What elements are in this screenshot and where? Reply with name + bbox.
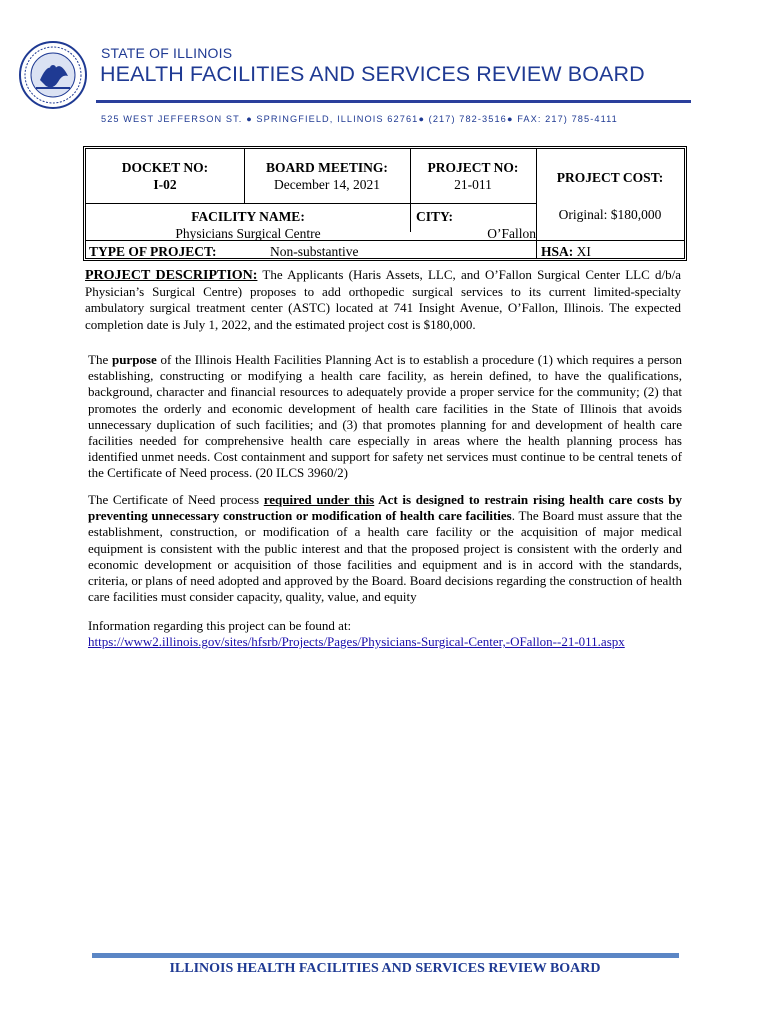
purpose-paragraph: The purpose of the Illinois Health Facilities Planning Act is to establish a procedure (1) which requires a person establishing, constructing or modifying a health care facility, as herein defined, to have the qualifications, background, character and financial resources to adequately provide a proper service for the community; (2) that promotes the orderly and economic development of health care facilities in the State of Illinois that avoids unnecessary duplication of such facilities; and (3) that promotes planning for and development of health care facilities needed for comprehensive health care especially in areas where the health planning process has identified unmet needs. Cost containment and support for safety net services must continue to be central tenets of the Certificate of Need process. (20 ILCS 3960/2) <box>88 352 682 481</box>
city-value: O’Fallon <box>487 226 536 241</box>
description-heading: PROJECT DESCRIPTION: <box>85 268 258 283</box>
footer-title: ILLINOIS HEALTH FACILITIES AND SERVICES REVIEW BOARD <box>169 961 601 976</box>
table-divider <box>86 203 536 204</box>
project-description: PROJECT DESCRIPTION: The Applicants (Haris Assets, LLC, and O’Fallon Surgical Center LLC d/b/a Physician’s Surgical Centre) proposes to add orthopedic surgical services to its current limited-specialty ambulatory surgical treatment center (ASTC) located at 741 Insight Avenue, O’Fallon, Illinois. The expected completion date is July 1, 2022, and the estimated project cost is $180,000. <box>85 267 681 332</box>
info-paragraph: Information regarding this project can be found at: https://www2.illinois.gov/sites/hfsrb/Projects/Pages/Physicians-Surgical-Center,-OFallon--21-011.aspx <box>88 618 625 650</box>
facility-label: FACILITY NAME: <box>191 209 305 224</box>
meeting-label: BOARD MEETING: <box>266 160 388 175</box>
docket-value: I-02 <box>153 177 177 192</box>
docket-label: DOCKET NO: <box>121 160 209 175</box>
project-no-label: PROJECT NO: <box>427 160 519 175</box>
project-info-table <box>83 146 687 261</box>
type-label: TYPE OF PROJECT: <box>89 244 217 259</box>
city-label: CITY: <box>416 209 454 224</box>
state-name: STATE OF ILLINOIS <box>101 45 233 61</box>
project-cost-label: PROJECT COST: <box>556 170 664 185</box>
project-link[interactable]: https://www2.illinois.gov/sites/hfsrb/Projects/Pages/Physicians-Surgical-Center,-OFallon--21-011.aspx <box>88 634 625 650</box>
project-no-value: 21-011 <box>454 177 492 192</box>
state-seal-icon <box>18 40 88 110</box>
con-paragraph: The Certificate of Need process required under this Act is designed to restrain rising health care costs by preventing unnecessary construction or modification of health care facilities. The Board must assure that the establishment, construction, or modification of a health care facility or the acquisition of major medical equipment is consistent with the public interest and that the proposed project is consistent with the orderly and economic development or acquisition of those facilities and equipment and is in accord with the standards, criteria, or plans of need adopted and approved by the Board. Board decisions regarding the construction of health care facilities must consider capacity, quality, value, and equity <box>88 492 683 605</box>
type-value: Non-substantive <box>270 244 359 259</box>
footer-divider <box>92 953 679 958</box>
meeting-date: December 14, 2021 <box>273 177 381 192</box>
board-address: 525 WEST JEFFERSON ST. ● SPRINGFIELD, ILLINOIS 62761● (217) 782-3516● FAX: 217) 785-4111 <box>101 114 618 124</box>
board-title: HEALTH FACILITIES AND SERVICES REVIEW BOARD <box>100 62 645 86</box>
header-divider <box>96 100 691 103</box>
hsa-field: HSA: XI <box>541 244 591 259</box>
table-divider <box>536 149 537 258</box>
facility-value: Physicians Surgical Centre <box>175 226 321 241</box>
project-cost-value: Original: $180,000 <box>558 207 662 222</box>
